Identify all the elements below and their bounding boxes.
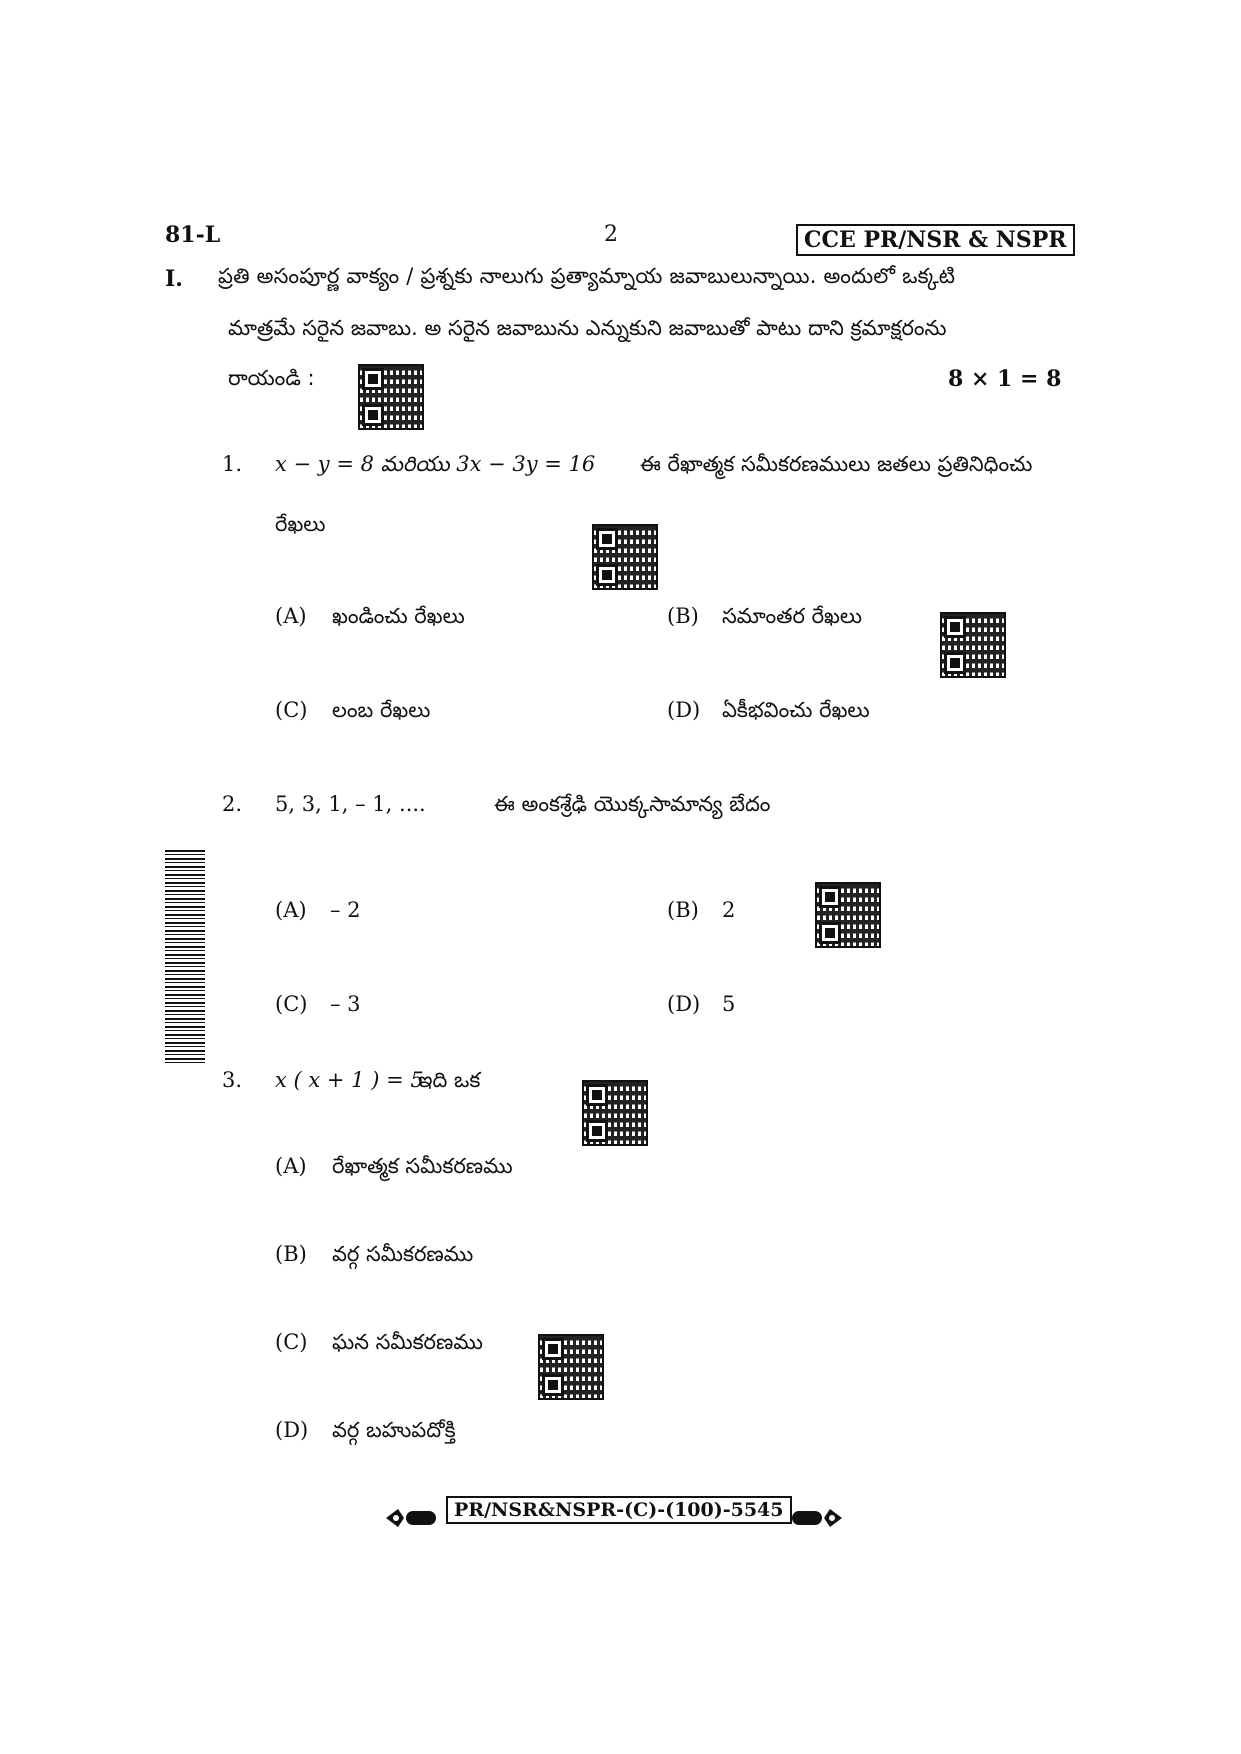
page-number: 2 — [604, 222, 618, 247]
option-key: (B) — [275, 1242, 307, 1266]
option-text: 5 — [722, 992, 736, 1016]
question-number: 2. — [222, 792, 243, 816]
option-text: – 3 — [330, 992, 361, 1016]
section-numeral: I. — [165, 266, 183, 292]
qr-code-icon — [815, 882, 881, 948]
option-key: (C) — [275, 698, 308, 722]
qr-code-icon — [940, 612, 1006, 678]
option-key: (D) — [667, 698, 701, 722]
option-key: (A) — [275, 1154, 307, 1178]
option-key: (D) — [667, 992, 701, 1016]
option-text: రేఖాత్మక సమీకరణము — [332, 1154, 513, 1178]
option-key: (D) — [275, 1418, 309, 1442]
instruction-line-3: రాయండి : — [228, 366, 315, 390]
option-text: – 2 — [330, 898, 361, 922]
option-text: ఘన సమీకరణము — [332, 1330, 483, 1354]
question-text: ఇది ఒక — [418, 1068, 481, 1092]
option-text: 2 — [722, 898, 736, 922]
option-text: ఖండించు రేఖలు — [332, 604, 465, 628]
qr-code-icon — [538, 1334, 604, 1400]
instruction-line-1: ప్రతి అసంపూర్ణ వాక్యం / ప్రశ్నకు నాలుగు ప్రత్యామ్నాయ జవాబులున్నాయి. అందులో ఒక్కటి — [218, 264, 956, 288]
marks-label: 8 × 1 = 8 — [948, 366, 1062, 392]
question-math: x − y = 8 మరియు 3x − 3y = 16 — [275, 452, 596, 476]
question-math: x ( x + 1 ) = 5 — [275, 1068, 424, 1092]
option-key: (C) — [275, 992, 308, 1016]
instruction-line-2: మాత్రమే సరైన జవాబు. అ సరైన జవాబును ఎన్నుకుని జవాబుతో పాటు దాని క్రమాక్షరంను — [228, 316, 947, 340]
option-text: ఏకీభవించు రేఖలు — [722, 698, 870, 722]
question-text: ఈ అంకశ్రేఢి యొక్కసామాన్య బేదం — [494, 792, 771, 816]
question-number: 1. — [222, 452, 243, 476]
option-text: వర్గ బహుపదోక్తి — [332, 1418, 456, 1442]
question-number: 3. — [222, 1068, 243, 1092]
qr-code-icon — [358, 364, 424, 430]
qr-code-icon — [582, 1080, 648, 1146]
question-text: ఈ రేఖాత్మక సమీకరణములు జతలు ప్రతినిధించు — [640, 452, 1033, 476]
option-text: వర్గ సమీకరణము — [332, 1242, 474, 1266]
footer-code: PR/NSR&NSPR-(C)-(100)-5545 — [446, 1496, 792, 1524]
ornament-left-icon — [384, 1505, 438, 1531]
option-text: సమాంతర రేఖలు — [722, 604, 863, 628]
option-key: (A) — [275, 898, 307, 922]
option-key: (A) — [275, 604, 307, 628]
option-key: (B) — [667, 898, 699, 922]
option-text: లంబ రేఖలు — [332, 698, 431, 722]
question-math: 5, 3, 1, – 1, .... — [275, 792, 426, 816]
option-key: (C) — [275, 1330, 308, 1354]
qr-code-icon — [592, 524, 658, 590]
barcode-icon — [165, 850, 205, 1063]
exam-label: CCE PR/NSR & NSPR — [796, 224, 1075, 256]
paper-code: 81-L — [165, 222, 221, 248]
question-text-line2: రేఖలు — [275, 512, 326, 536]
ornament-right-icon — [790, 1505, 844, 1531]
option-key: (B) — [667, 604, 699, 628]
